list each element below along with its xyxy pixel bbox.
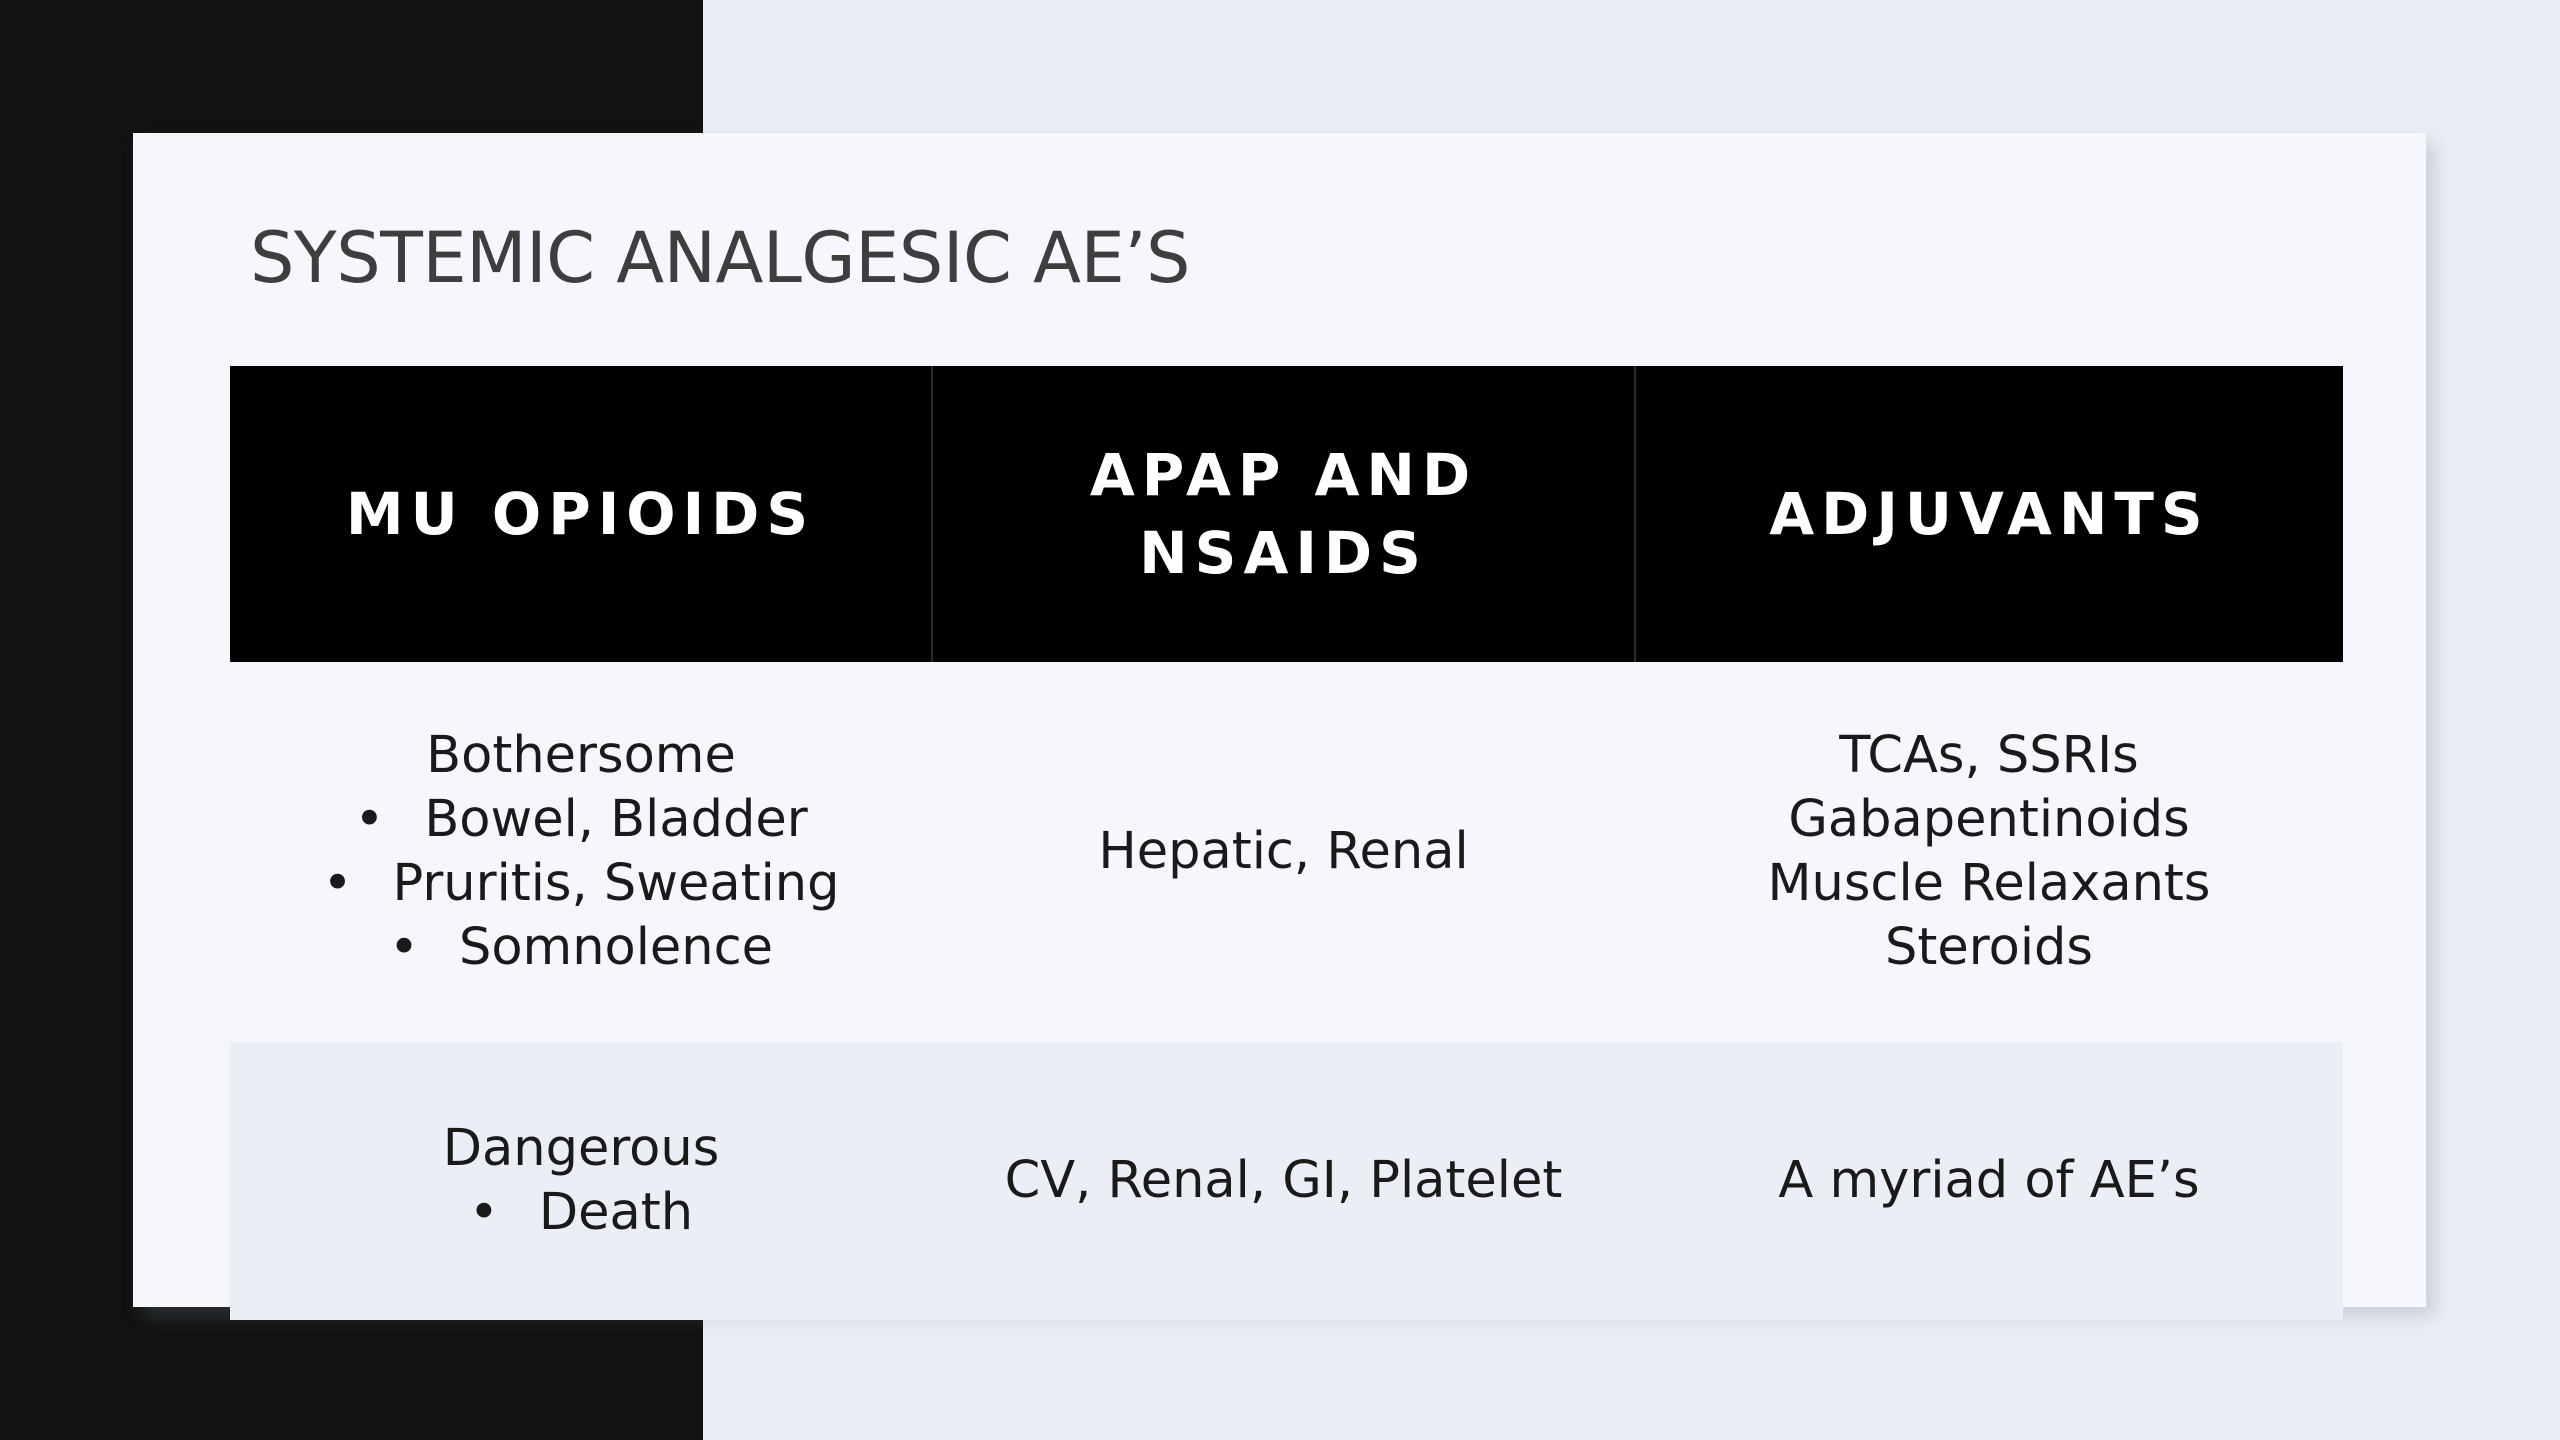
analgesic-ae-table: [230, 366, 2343, 1320]
header-row: [230, 366, 2343, 662]
header-adjuvants: ADJUVANTS: [1635, 366, 2343, 662]
analgesic-table-container: [230, 366, 2343, 1320]
opioids-heading-dangerous: Dangerous: [442, 1119, 720, 1178]
table-row-bothersome: [230, 662, 2343, 1042]
bullet-item: [260, 1181, 902, 1245]
adjuvant-item: Muscle Relaxants: [1767, 854, 2211, 913]
adjuvant-item: Steroids: [1885, 918, 2093, 977]
bullet-icon: •: [468, 1183, 499, 1242]
bullet-text: Bowel, Bladder: [424, 790, 808, 849]
slide-title: SYSTEMIC ANALGESIC AE’S: [250, 217, 1190, 299]
bullet-icon: •: [388, 918, 420, 977]
cell-adjuvants-row2: [1635, 1042, 2343, 1320]
bullet-item: [260, 852, 902, 916]
bullet-item: [260, 788, 902, 852]
table-header: [230, 366, 2343, 662]
apap-text: CV, Renal, GI, Platelet: [1004, 1151, 1563, 1210]
table-row-dangerous: [230, 1042, 2343, 1320]
cell-apap-row1: [932, 662, 1635, 1042]
bullet-text: Somnolence: [458, 918, 774, 977]
bullet-text: Pruritis, Sweating: [392, 854, 840, 913]
bullet-icon: •: [354, 790, 385, 849]
apap-text: Hepatic, Renal: [1098, 822, 1469, 881]
table-body: [230, 662, 2343, 1320]
bullet-text: Death: [538, 1183, 694, 1242]
cell-opioids-dangerous: [230, 1042, 932, 1320]
cell-opioids-bothersome: [230, 662, 932, 1042]
cell-adjuvants-row1: [1635, 662, 2343, 1042]
bullet-item: [260, 916, 902, 980]
header-mu-opioids: MU OPIOIDS: [230, 366, 932, 662]
adjuvant-item: A myriad of AE’s: [1778, 1151, 2200, 1210]
adjuvant-item: Gabapentinoids: [1788, 790, 2190, 849]
adjuvant-item: TCAs, SSRIs: [1839, 726, 2139, 785]
bullet-icon: •: [322, 854, 353, 913]
header-apap-and-nsaids: APAP AND NSAIDS: [932, 366, 1635, 662]
cell-apap-row2: [932, 1042, 1635, 1320]
opioids-heading-bothersome: Bothersome: [426, 726, 736, 785]
